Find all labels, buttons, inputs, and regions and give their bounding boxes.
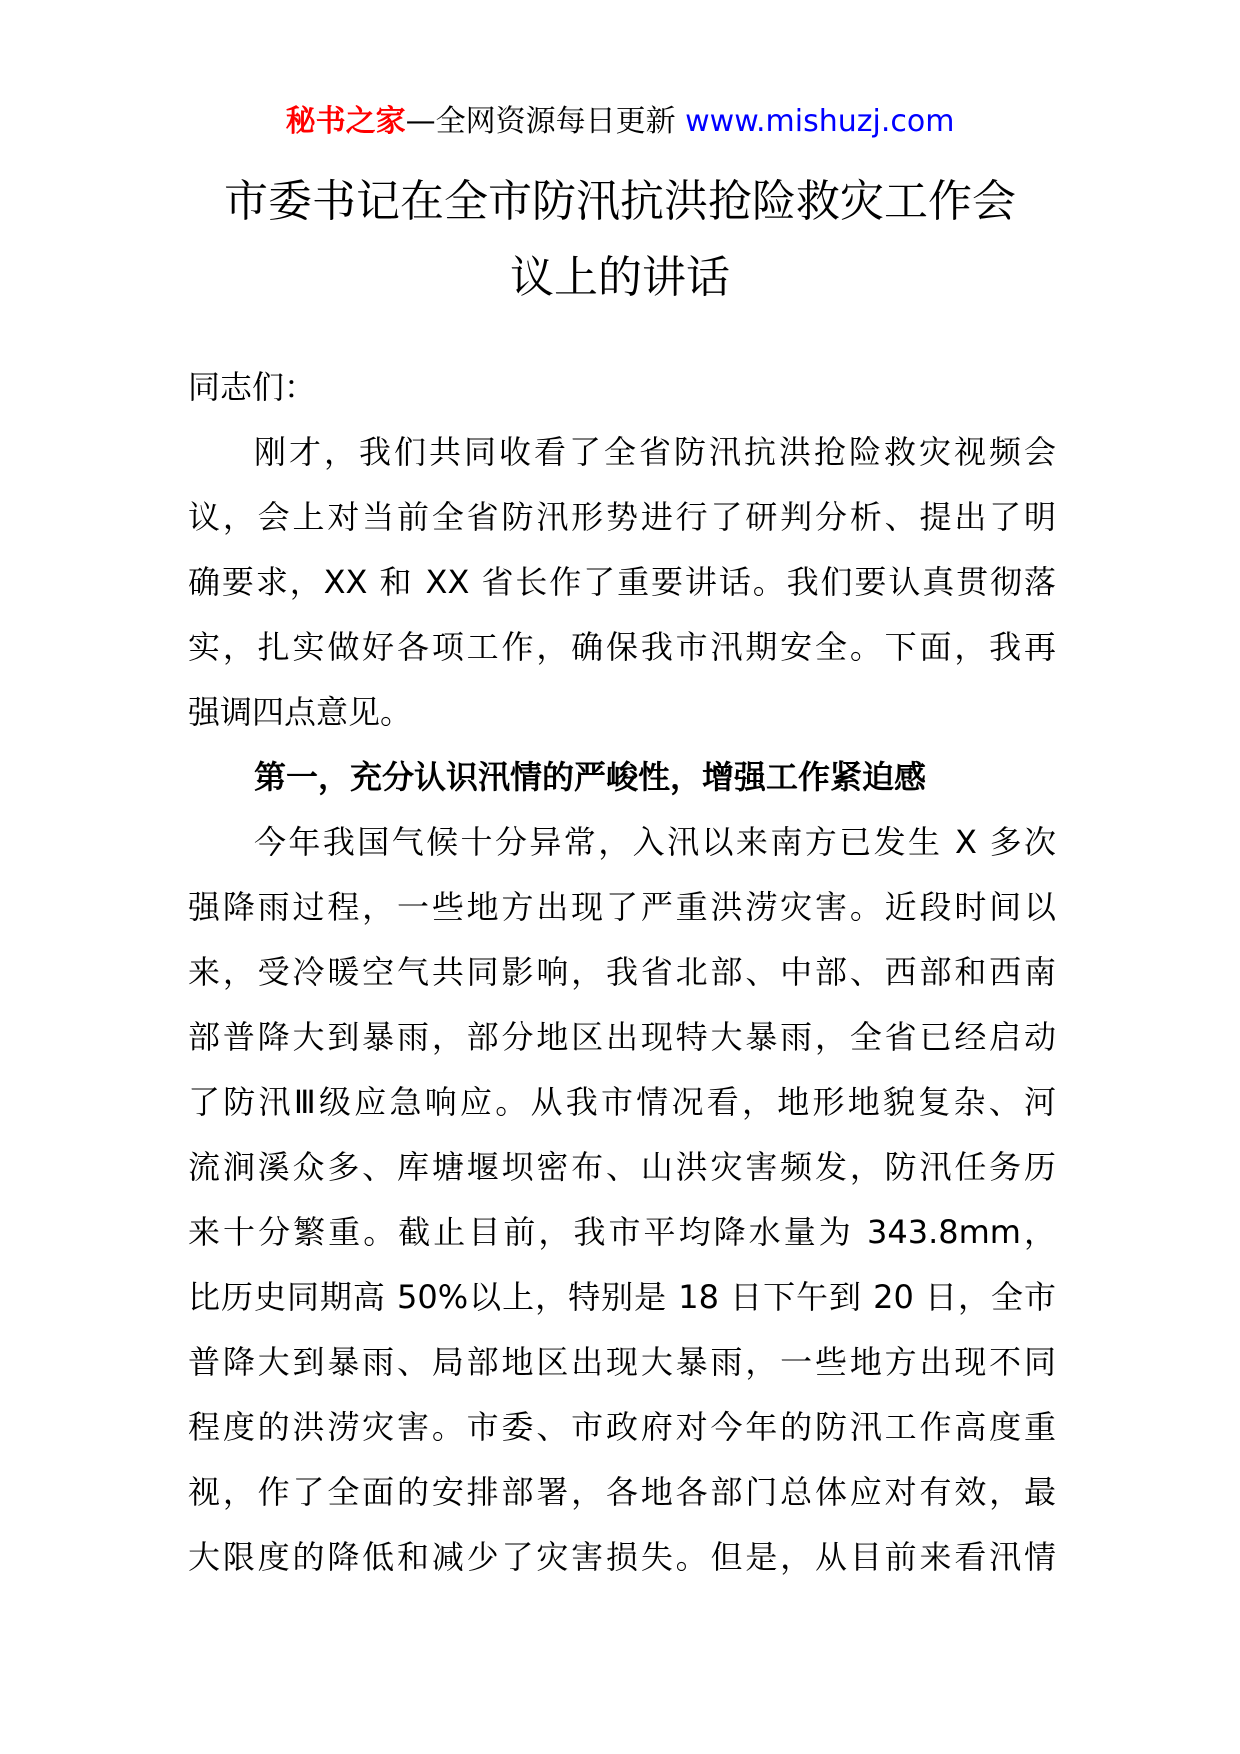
paragraph-2-line: 来，受冷暖空气共同影响，我省北部、中部、西部和西南 <box>188 953 1056 991</box>
site-url-link[interactable]: www.mishuzj.com <box>685 104 955 139</box>
paragraph-2-line: 强降雨过程，一些地方出现了严重洪涝灾害。近段时间以 <box>188 888 1056 926</box>
site-header <box>0 100 1240 144</box>
header-tagline: —全网资源每日更新 <box>405 104 686 139</box>
document-title-line-1: 市委书记在全市防汛抗洪抢险救灾工作会 <box>224 176 1016 227</box>
paragraph-1-line: 强调四点意见。 <box>188 693 413 731</box>
paragraph-1-line: 议，会上对当前全省防汛形势进行了研判分析、提出了明 <box>188 498 1056 536</box>
paragraph-2-line: 今年我国气候十分异常，入汛以来南方已发生 X 多次 <box>254 823 1056 861</box>
document-title <box>150 164 1090 316</box>
paragraph-2-line: 视，作了全面的安排部署，各地各部门总体应对有效，最 <box>188 1473 1056 1511</box>
brand-name: 秘书之家 <box>285 104 406 139</box>
paragraph-2-line: 大限度的降低和减少了灾害损失。但是，从目前来看汛情 <box>188 1538 1056 1576</box>
document-title-line-2: 议上的讲话 <box>510 252 730 303</box>
paragraph-1-line: 刚才，我们共同收看了全省防汛抗洪抢险救灾视频会 <box>254 433 1056 471</box>
paragraph-1-line: 实，扎实做好各项工作，确保我市汛期安全。下面，我再 <box>188 628 1056 666</box>
paragraph-2-line: 流涧溪众多、库塘堰坝密布、山洪灾害频发，防汛任务历 <box>188 1148 1056 1186</box>
paragraph-2-line: 来十分繁重。截止目前，我市平均降水量为 343.8mm， <box>188 1213 1056 1251</box>
document-body <box>188 355 1056 1590</box>
salutation: 同志们： <box>188 368 317 406</box>
paragraph-1-line: 确要求，XX 和 XX 省长作了重要讲话。我们要认真贯彻落 <box>188 563 1056 601</box>
paragraph-2-line: 程度的洪涝灾害。市委、市政府对今年的防汛工作高度重 <box>188 1408 1056 1446</box>
paragraph-2-line: 普降大到暴雨、局部地区出现大暴雨，一些地方出现不同 <box>188 1343 1056 1381</box>
paragraph-2-line: 了防汛Ⅲ级应急响应。从我市情况看，地形地貌复杂、河 <box>188 1083 1056 1121</box>
section-1-heading: 第一，充分认识汛情的严峻性，增强工作紧迫感 <box>254 758 927 796</box>
paragraph-2-line: 部普降大到暴雨，部分地区出现特大暴雨，全省已经启动 <box>188 1018 1056 1056</box>
paragraph-2-line: 比历史同期高 50%以上，特别是 18 日下午到 20 日，全市 <box>188 1278 1056 1316</box>
